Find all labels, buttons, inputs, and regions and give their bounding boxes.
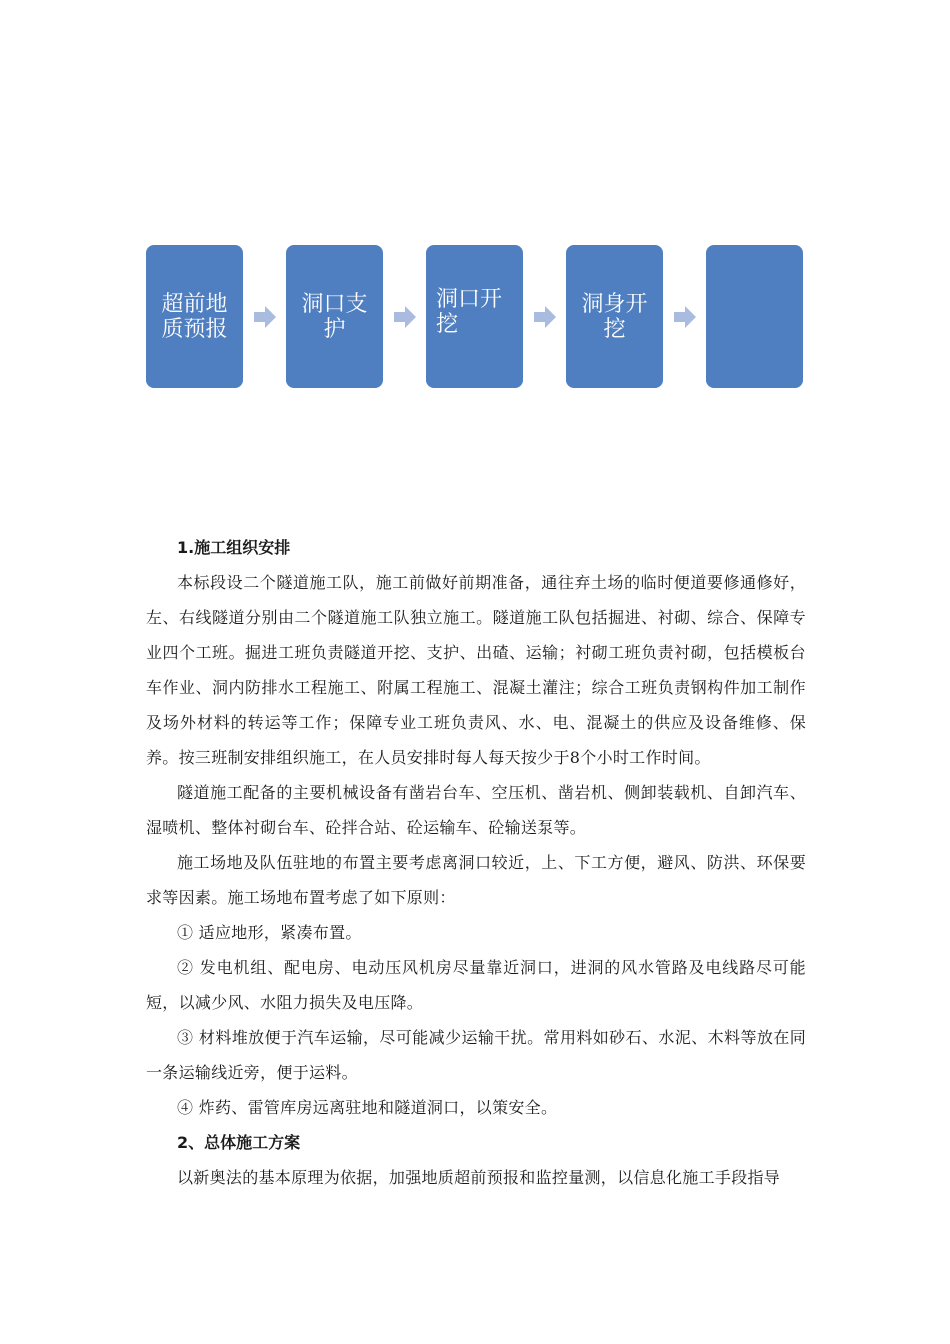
flow-step-portal-support xyxy=(286,245,383,388)
paragraph: 本标段设二个隧道施工队，施工前做好前期准备，通往弃土场的临时便道要修通修好，左、右线隧道分别由二个隧道施工队独立施工。隧道施工队包括掘进、衬砌、综合、保障专业四个工班。掘进工班负责隧道开挖、支护、出碴、运输；衬砌工班负责衬砌，包括模板台车作业、洞内防排水工程施工、附属工程施工、混凝土灌注；综合工班负责钢构件加工制作及场外材料的转运等工作；保障专业工班负责风、水、电、混凝土的供应及设备维修、保养。按三班制安排组织施工，在人员安排时每人每天按少于8个小时工作时间。 xyxy=(146,573,806,767)
list-item: ① 适应地形，紧凑布置。 xyxy=(177,923,362,942)
section-heading: 1.施工组织安排 xyxy=(177,538,291,557)
flow-step-geological-forecast xyxy=(146,245,243,388)
flow-step-label: 洞口支护 xyxy=(301,291,368,342)
list-item: ④ 炸药、雷管库房远离驻地和隧道洞口，以策安全。 xyxy=(177,1098,558,1117)
right-arrow-icon xyxy=(394,306,416,328)
flow-step-label: 洞身开挖 xyxy=(581,291,648,342)
right-arrow-icon xyxy=(254,306,276,328)
flow-step-label: 超前地质预报 xyxy=(161,291,228,342)
right-arrow-icon xyxy=(674,306,696,328)
flow-step-tunnel-excavation xyxy=(566,245,663,388)
paragraph: 施工场地及队伍驻地的布置主要考虑离洞口较近，上、下工方便，避风、防洪、环保要求等因素。施工场地布置考虑了如下原则： xyxy=(146,853,806,907)
paragraph: 以新奥法的基本原理为依据，加强地质超前预报和监控量测，以信息化施工手段指导 xyxy=(177,1168,781,1187)
flow-step-portal-excavation xyxy=(426,245,523,388)
section-heading: 2、总体施工方案 xyxy=(177,1133,301,1152)
list-item: ③ 材料堆放便于汽车运输，尽可能减少运输干扰。常用料如砂石、水泥、木料等放在同一条运输线近旁，便于运料。 xyxy=(146,1028,806,1082)
flow-step-label: 洞口开挖 xyxy=(436,287,503,337)
paragraph: 隧道施工配备的主要机械设备有凿岩台车、空压机、凿岩机、侧卸装载机、自卸汽车、湿喷机、整体衬砌台车、砼拌合站、砼运输车、砼输送泵等。 xyxy=(146,783,806,837)
right-arrow-icon xyxy=(534,306,556,328)
list-item: ② 发电机组、配电房、电动压风机房尽量靠近洞口，进洞的风水管路及电线路尽可能短，以减少风、水阻力损失及电压降。 xyxy=(146,958,806,1012)
document-body xyxy=(146,530,806,1195)
process-flowchart xyxy=(0,0,950,420)
flow-step-empty xyxy=(706,245,803,388)
